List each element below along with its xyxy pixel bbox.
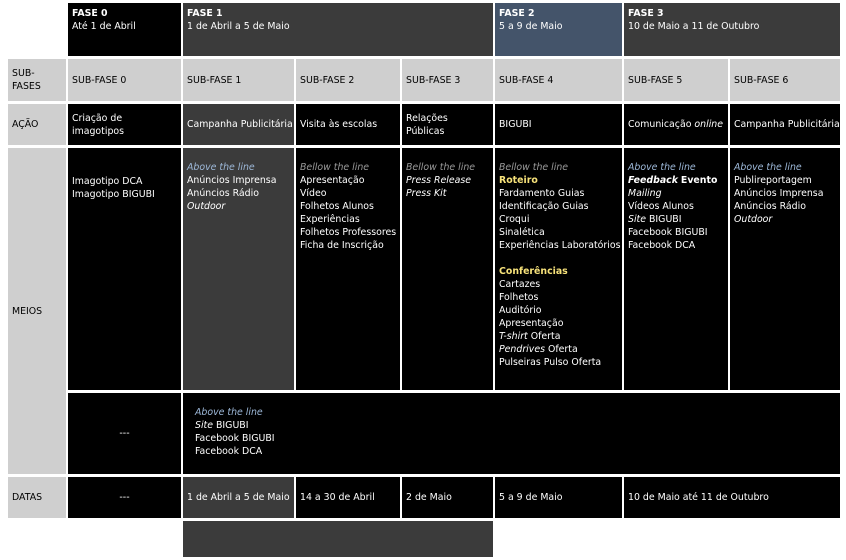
data-text: 10 de Maio até 11 de Outubro	[628, 492, 769, 503]
acao-6-text: Campanha Publicitária	[734, 119, 840, 130]
site-label: Site	[628, 214, 646, 225]
meios-4-item: Apresentação	[499, 318, 564, 329]
acao-5	[624, 104, 728, 145]
above-the-line-label: Above the line	[734, 162, 802, 173]
meios-subfase-3	[402, 148, 493, 390]
meios-1-item: Anúncios Rádio	[187, 188, 259, 199]
meios-row2-span	[183, 393, 840, 474]
tshirt-oferta	[499, 330, 618, 343]
acao-0-text: Criação de imagotipos	[72, 112, 125, 137]
roteiro-heading: Roteiro	[499, 175, 538, 186]
pendrives-label: Pendrives	[499, 344, 545, 355]
subfase-2-label: SUB-FASE 2	[300, 74, 355, 86]
above-the-line-label: Above the line	[187, 162, 255, 173]
meios-2-item: Folhetos Professores	[300, 227, 397, 238]
meios-subfase-4	[495, 148, 622, 390]
meios-5-item: Vídeos Alunos	[628, 201, 694, 212]
meios-subfase-0	[68, 148, 181, 390]
meios-6-item: Anúncios Imprensa	[734, 188, 824, 199]
spacer	[499, 252, 618, 265]
conferencias-heading: Conferências	[499, 266, 568, 277]
row-label-subfases-text: SUB-FASES	[12, 68, 41, 92]
meios-0-item: Imagotipo BIGUBI	[72, 189, 155, 200]
meios-2-item: Ficha de Inscrição	[300, 240, 384, 251]
meios-subfase-6	[730, 148, 840, 390]
acao-4-text: BIGUBI	[499, 119, 532, 130]
meios-4-item: Cartazes	[499, 279, 541, 290]
subfase-2	[296, 59, 400, 101]
meios-0-item: Imagotipo DCA	[72, 176, 143, 187]
feedback-label: Feedback	[628, 175, 678, 186]
acao-5-text: Comunicação	[628, 119, 692, 130]
subfase-4	[495, 59, 622, 101]
meios-2-item: Experiências	[300, 214, 360, 225]
subfase-6	[730, 59, 840, 101]
meios-row2-item: Facebook BIGUBI	[195, 433, 275, 444]
meios-row2-item: Facebook DCA	[195, 446, 263, 457]
subfase-1	[183, 59, 294, 101]
row-label-subfases	[8, 59, 66, 101]
fase-1-title: FASE 1	[187, 8, 223, 19]
evento-label: Evento	[680, 175, 718, 186]
data-fase-3	[624, 477, 840, 518]
acao-4	[495, 104, 622, 145]
meios-4-item: Pulseiras Pulso Oferta	[499, 357, 602, 368]
data-subfase-2	[296, 477, 400, 518]
fase-2-header	[495, 3, 622, 56]
tshirt-label: T-shirt	[499, 331, 528, 342]
bellow-the-line-label: Bellow the line	[406, 162, 476, 173]
meios-4-item: Croqui	[499, 214, 530, 225]
bigubi-label: BIGUBI	[648, 214, 682, 225]
fase-3-header	[624, 3, 840, 56]
subfase-5	[624, 59, 728, 101]
acao-3-text: Relações Públicas	[406, 112, 448, 137]
acao-6	[730, 104, 840, 145]
fase-3-title: FASE 3	[628, 8, 664, 19]
site-label: Site	[195, 420, 213, 431]
meios-1-item: Anúncios Imprensa	[187, 175, 277, 186]
empty-dash: ---	[119, 428, 130, 439]
data-subfase-1	[183, 477, 294, 518]
meios-1-item: Outdoor	[187, 201, 226, 212]
data-subfase-3	[402, 477, 493, 518]
subfase-5-label: SUB-FASE 5	[628, 74, 683, 86]
data-text: 2 de Maio	[406, 492, 452, 503]
above-the-line-label: Above the line	[628, 162, 696, 173]
meios-4-item: Fardamento Guias	[499, 188, 585, 199]
row-label-meios-text: MEIOS	[12, 305, 43, 317]
fase-1-header	[183, 3, 493, 56]
data-text: 5 a 9 de Maio	[499, 492, 563, 503]
row-label-acao-text: AÇÃO	[12, 119, 39, 130]
meios-6-item: Anúncios Rádio	[734, 201, 806, 212]
bellow-the-line-label: Bellow the line	[300, 162, 370, 173]
fase-0-title: FASE 0	[72, 8, 108, 19]
meios-6-item: Outdoor	[734, 214, 773, 225]
meios-4-item: Identificação Guias	[499, 201, 589, 212]
subfase-4-label: SUB-FASE 4	[499, 74, 554, 86]
meios-subfase-1	[183, 148, 294, 390]
acao-2-text: Visita às escolas	[300, 119, 378, 130]
above-the-line-label: Above the line	[195, 407, 263, 418]
meios-5-item: Facebook DCA	[628, 240, 696, 251]
fase-1-footer-bar	[183, 521, 493, 557]
data-text: ---	[119, 492, 130, 503]
meios-4-item: Experiências Laboratórios	[499, 240, 621, 251]
meios-subfase-5	[624, 148, 728, 390]
subfase-6-label: SUB-FASE 6	[734, 74, 789, 86]
acao-2	[296, 104, 400, 145]
fase-2-title: FASE 2	[499, 8, 535, 19]
meios-4-item: Auditório	[499, 305, 542, 316]
fase-1-date: 1 de Abril a 5 de Maio	[187, 21, 290, 32]
meios-5-item: Mailing	[628, 188, 662, 199]
meios-subfase-2	[296, 148, 400, 390]
meios-2-item: Vídeo	[300, 188, 327, 199]
meios-6-item: Publireportagem	[734, 175, 812, 186]
meios-2-item: Apresentação	[300, 175, 365, 186]
fase-0-header	[68, 3, 181, 56]
subfase-0	[68, 59, 181, 101]
bellow-the-line-label: Bellow the line	[499, 162, 569, 173]
oferta-label: Oferta	[547, 344, 578, 355]
data-text: 1 de Abril a 5 de Maio	[187, 492, 290, 503]
subfase-0-label: SUB-FASE 0	[72, 74, 127, 86]
meios-4-item: Sinalética	[499, 227, 545, 238]
subfase-3	[402, 59, 493, 101]
feedback-evento	[628, 174, 724, 187]
acao-1-text: Campanha Publicitária	[187, 119, 293, 130]
acao-5-online: online	[694, 119, 724, 130]
data-subfase-0	[68, 477, 181, 518]
acao-1	[183, 104, 294, 145]
row-label-datas	[8, 477, 66, 518]
oferta-label: Oferta	[530, 331, 561, 342]
subfase-3-label: SUB-FASE 3	[406, 74, 461, 86]
row-label-meios	[8, 148, 66, 474]
site-bigubi	[628, 213, 724, 226]
fase-2-date: 5 a 9 de Maio	[499, 21, 563, 32]
acao-0	[68, 104, 181, 145]
subfase-1-label: SUB-FASE 1	[187, 74, 242, 86]
bigubi-label: BIGUBI	[215, 420, 249, 431]
meios-2-item: Folhetos Alunos	[300, 201, 374, 212]
meios-5-item: Facebook BIGUBI	[628, 227, 708, 238]
data-text: 14 a 30 de Abril	[300, 492, 375, 503]
acao-3	[402, 104, 493, 145]
fase-0-date: Até 1 de Abril	[72, 21, 136, 32]
meios-row2-subfase-0	[68, 393, 181, 474]
row-label-datas-text: DATAS	[12, 492, 43, 503]
meios-4-item: Folhetos	[499, 292, 539, 303]
pendrives-oferta	[499, 343, 618, 356]
meios-3-item: Press Release	[406, 175, 472, 186]
fase-3-date: 10 de Maio a 11 de Outubro	[628, 21, 760, 32]
meios-3-item: Press Kit	[406, 188, 447, 199]
data-subfase-4	[495, 477, 622, 518]
row-label-acao	[8, 104, 66, 145]
site-bigubi	[195, 419, 836, 432]
